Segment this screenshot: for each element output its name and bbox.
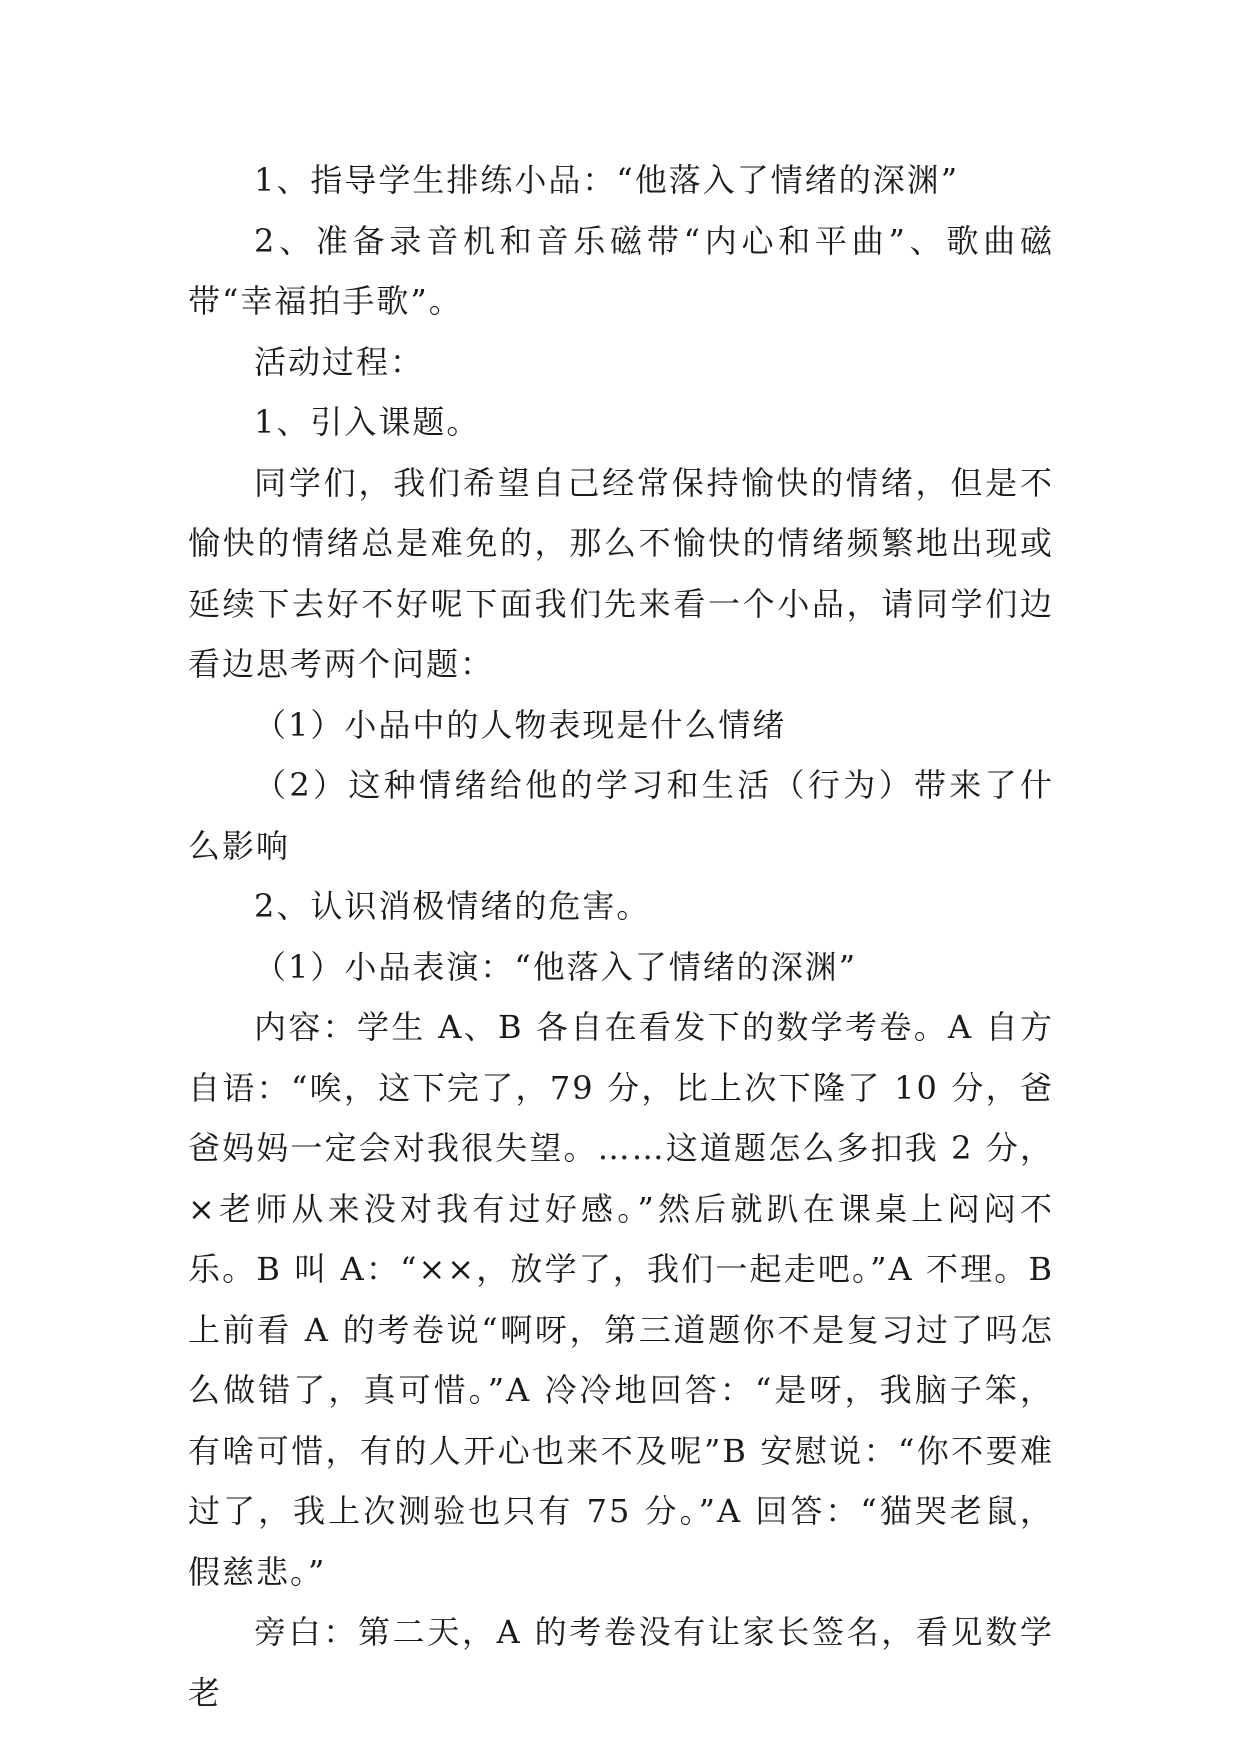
- question-2: （2）这种情绪给他的学习和生活（行为）带来了什么影响: [188, 766, 1054, 865]
- step-2-heading: 2、认识消极情绪的危害。: [254, 887, 651, 925]
- question-1: （1）小品中的人物表现是什么情绪: [254, 705, 787, 744]
- step-1-heading: 1、引入课题。: [254, 403, 481, 441]
- skit-title: （1）小品表演：“他落入了情绪的深渊”: [254, 947, 858, 986]
- prep-item-1: 1、指导学生排练小品：“他落入了情绪的深渊”: [254, 161, 960, 199]
- prep-item-2: 2、准备录音机和音乐磁带“内心和平曲”、歌曲磁带“幸福拍手歌”。: [188, 221, 1054, 320]
- skit-content: 内容：学生 A、B 各自在看发下的数学考卷。A 自方自语：“唉，这下完了，79 分，比上次下隆了 10 分，爸爸妈妈一定会对我很失望。……这道题怎么多扣我 2 分，×老师从来没对我有过好感。”然后就趴在课桌上闷闷不乐。B 叫 A：“××，放学了，我们一起走吧。”A 不理。B 上前看 A 的考卷说“啊呀，第三道题你不是复习过了吗怎么做错了，真可惜。”A 冷冷地回答：“是呀，我脑子笨，有啥可惜，有的人开心也来不及呢”B 安慰说：“你不要难过了，我上次测验也只有 75 分。”A 回答：“猫哭老鼠，假慈悲。”: [188, 1008, 1054, 1591]
- narration-paragraph: 旁白：第二天，A 的考卷没有让家长签名，看见数学老: [188, 1613, 1054, 1712]
- process-heading: 活动过程：: [254, 342, 425, 381]
- intro-paragraph: 同学们，我们希望自己经常保持愉快的情绪，但是不愉快的情绪总是难免的，那么不愉快的情绪频繁地出现或延续下去好不好呢下面我们先来看一个小品，请同学们边看边思考两个问题：: [188, 463, 1054, 683]
- document-body: [188, 150, 1054, 1723]
